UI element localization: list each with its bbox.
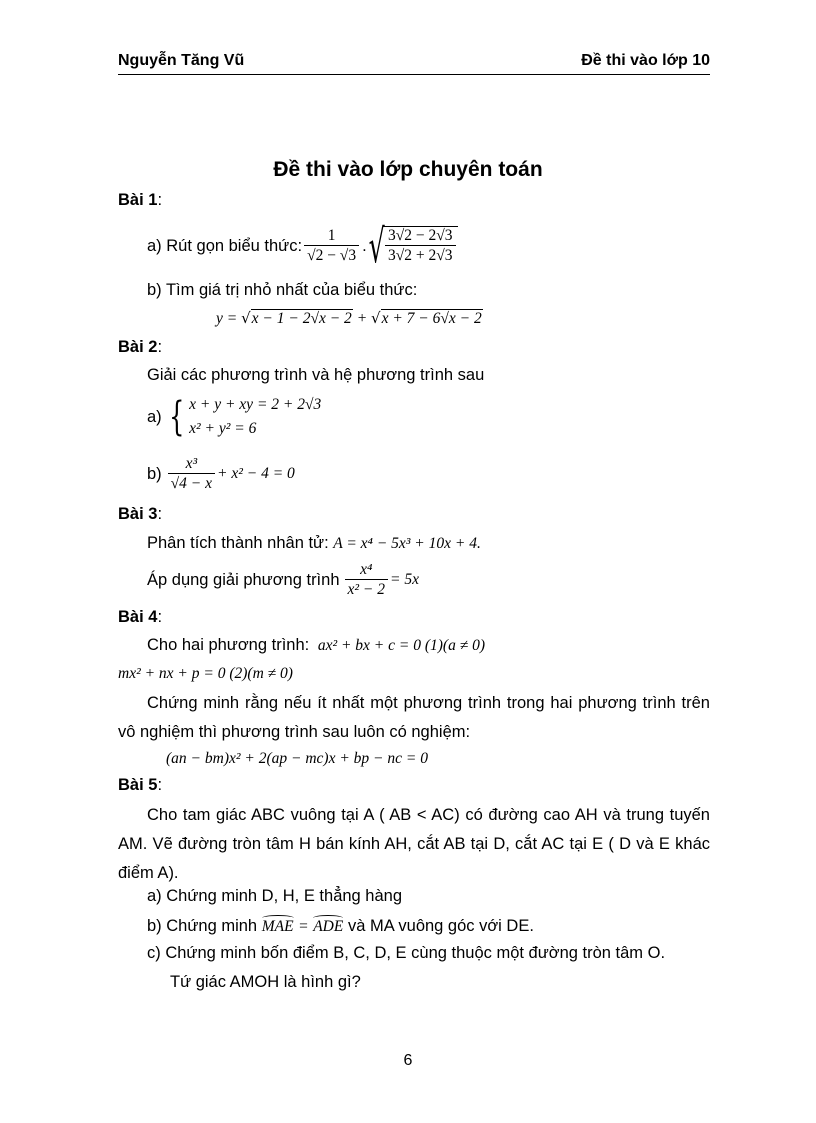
frac-numerator: x³: [185, 454, 198, 472]
radical-sign-icon: √: [368, 219, 385, 273]
frac-denominator: √2 − √3: [304, 245, 359, 266]
bai3-line1-text: Phân tích thành nhân tử:: [147, 534, 329, 552]
frac-denominator: √4 − x: [168, 473, 215, 494]
bai5-label: Bài 5: [118, 776, 158, 794]
bai2-label: Bài 2: [118, 338, 158, 356]
colon: :: [157, 776, 163, 794]
bai2-b-label: b): [147, 464, 162, 483]
bai2-b: [147, 450, 295, 498]
bai5-b-pre: b) Chứng minh: [147, 917, 258, 935]
bai1-a-text: a) Rút gọn biểu thức:: [147, 236, 303, 255]
bai3-frac: [345, 561, 389, 599]
bai4-intro-line: [147, 636, 485, 655]
bai5-heading: [118, 776, 162, 795]
bai2-heading: [118, 338, 162, 357]
bai4-heading: [118, 608, 162, 627]
left-brace-icon: {: [168, 394, 185, 440]
header-author: Nguyễn Tăng Vũ: [118, 52, 245, 69]
bai2-b-rest: + x² − 4 = 0: [217, 465, 295, 482]
expr-radicand-2: x + 7 − 6√x − 2: [381, 310, 482, 327]
bai4-intro: Cho hai phương trình:: [147, 636, 310, 654]
expr-radicand-1: x − 1 − 2√x − 2: [251, 310, 352, 327]
equals-sign: =: [298, 918, 309, 935]
colon: :: [157, 505, 163, 523]
bai1-heading: [118, 191, 162, 210]
colon: :: [157, 608, 163, 626]
expr-plus: +: [356, 310, 368, 327]
page-header: [118, 52, 710, 75]
angle-ade: ADE: [313, 915, 343, 936]
bai4-label: Bài 4: [118, 608, 158, 626]
bai1-a-frac2: [385, 227, 456, 265]
bai2-b-frac: [168, 455, 215, 493]
bai1-b-text: b) Tìm giá trị nhỏ nhất của biểu thức:: [147, 281, 418, 299]
radical-sign-icon: √: [241, 309, 251, 327]
bai5-b: [147, 915, 534, 936]
bai3-label: Bài 3: [118, 505, 158, 523]
expr-lhs: y =: [216, 310, 238, 327]
frac-numerator: 3√2 − 2√3: [387, 227, 453, 245]
bai4-paragraph: Chứng minh rằng nếu ít nhất một phương trình trong hai phương trình trên vô nghiệm thì phương trình sau luôn có nghiệm:: [118, 694, 710, 741]
frac-denominator: 3√2 + 2√3: [385, 245, 456, 266]
colon: :: [157, 191, 163, 209]
bai2-a-system: [189, 393, 321, 441]
bai4-eq1: ax² + bx + c = 0 (1)(a ≠ 0): [317, 637, 486, 654]
system-eq-2: x² + y² = 6: [189, 420, 257, 437]
colon: :: [157, 338, 163, 356]
bai5-c-line1: c) Chứng minh bốn điểm B, C, D, E cùng thuộc một đường tròn tâm O.: [147, 944, 666, 962]
bai3-line2-rest: = 5x: [390, 571, 419, 588]
bai4-eq3: (an − bm)x² + 2(ap − mc)x + bp − nc = 0: [166, 750, 428, 767]
radical-sign-icon: √: [371, 309, 381, 327]
bai3-line1: [147, 534, 481, 553]
bai1-a-frac1: [304, 227, 359, 265]
bai3-line1-math: A = x⁴ − 5x³ + 10x + 4.: [333, 535, 481, 552]
bai5-a: a) Chứng minh D, H, E thẳng hàng: [147, 887, 403, 905]
bai2-a-label: a): [147, 407, 162, 426]
bai2-a: [147, 391, 321, 443]
bai5-b-post: và MA vuông góc với DE.: [347, 917, 534, 935]
frac-numerator: x⁴: [360, 560, 373, 578]
bai3-line2-text: Áp dụng giải phương trình: [147, 570, 340, 589]
bai3-line2: [147, 556, 419, 604]
bai1-b-expression: [216, 309, 483, 328]
bai1-label: Bài 1: [118, 191, 158, 209]
bai5-c-line2: Tứ giác AMOH là hình gì?: [170, 973, 361, 991]
bai2-intro: Giải các phương trình và hệ phương trình sau: [147, 366, 485, 384]
frac-denominator: x² − 2: [345, 579, 389, 600]
bai1-a: a) Rút gọn biểu thức: $\frac{1}{√2 - √3}$ . √ $\frac{3√2 - 2√3}{3√2 + 2√3}$: [147, 220, 458, 272]
bai4-eq2: mx² + nx + p = 0 (2)(m ≠ 0): [118, 665, 293, 682]
page-number: 6: [403, 1052, 413, 1069]
document-title: Đề thi vào lớp chuyên toán: [273, 158, 543, 181]
frac-numerator: 1: [327, 226, 336, 244]
angle-mae: MAE: [262, 915, 294, 936]
header-title: Đề thi vào lớp 10: [581, 52, 710, 69]
bai3-heading: [118, 505, 162, 524]
system-eq-1: x + y + xy = 2 + 2√3: [189, 396, 322, 413]
bai5-paragraph: Cho tam giác ABC vuông tại A ( AB < AC) có đường cao AH và trung tuyến AM. Vẽ đường tròn tâm H bán kính AH, cắt AB tại D, cắt AC tại E ( D và E khác điểm A).: [118, 806, 710, 882]
